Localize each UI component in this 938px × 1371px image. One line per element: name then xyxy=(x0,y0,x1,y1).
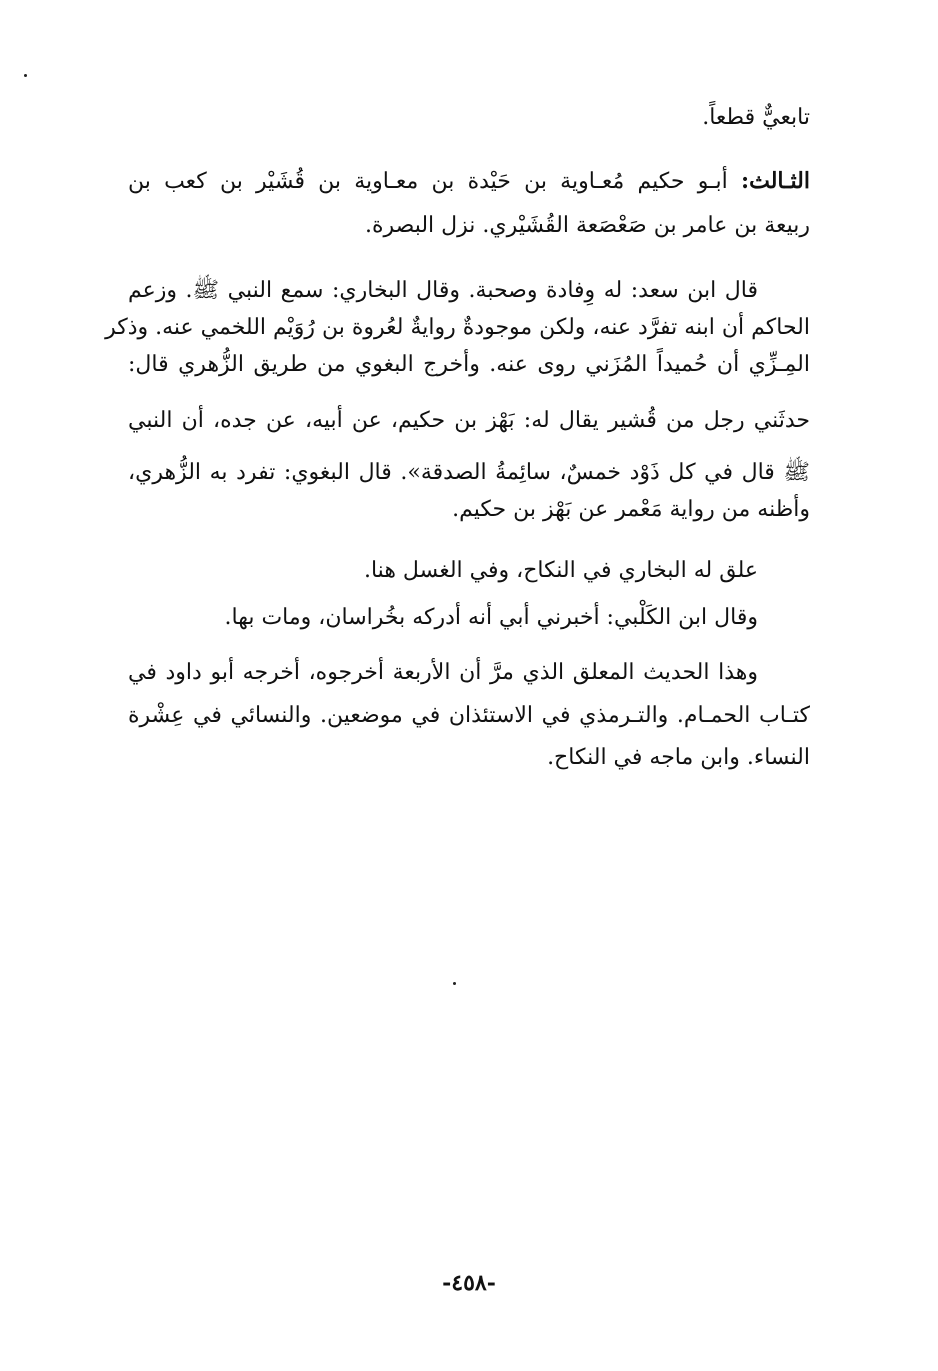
text-line-2 xyxy=(128,163,810,200)
text-line-13: كتـاب الحمـام. والتـرمذي في الاستئذان في موضعين. والنسائي في عِشْرة xyxy=(128,703,810,728)
text-line-4: قال ابن سعد: له وِفادة وصحبة. وقال البخاري: سمع النبي ﷺ. وزعم xyxy=(128,278,758,303)
text-line-8: ﷺ قال في كل ذَوْد خمسٌ، سائِمةُ الصدقة». قال البغوي: تفرد به الزُّهري، xyxy=(128,460,810,485)
text-line-9: وأظنه من رواية مَعْمر عن بَهْز بن حكيم. xyxy=(452,497,810,522)
entry-heading: أبـو حكيم مُعـاوية بن حَيْدة بن معـاوية بن قُشَيْر بن كعب بن xyxy=(128,169,728,194)
entry-label-third: الثـالث: xyxy=(740,168,810,194)
text-line-1: تابعيٌّ قطعاً. xyxy=(702,105,810,130)
text-line-14: النساء. وابن ماجه في النكاح. xyxy=(547,745,810,770)
text-line-3: ربيعة بن عامر بن صَعْصَعة القُشَيْري. نزل البصرة. xyxy=(364,213,810,238)
scan-speck xyxy=(24,74,27,77)
text-line-10: علق له البخاري في النكاح، وفي الغسل هنا. xyxy=(363,558,758,583)
scan-speck xyxy=(453,982,456,985)
page-number: -٤٥٨- xyxy=(442,1270,496,1296)
text-line-11: وقال ابن الكَلْبي: أخبرني أبي أنه أدركه بخُراسان، ومات بها. xyxy=(224,605,758,630)
text-line-5: الحاكم أن ابنه تفرَّد عنه، ولكن موجودةٌ روايةٌ لعُروة بن رُوَيْم اللخمي عنه. وذكر xyxy=(105,315,810,340)
text-line-7: حدثَني رجل من قُشير يقال له: بَهْز بن حكيم، عن أبيه، عن جده، أن النبي xyxy=(128,408,810,433)
text-line-6: المِـزِّي أن حُميداً المُزَني روى عنه. وأخرج البغوي من طريق الزُّهري قال: xyxy=(128,352,810,377)
text-line-12: وهذا الحديث المعلق الذي مرَّ أن الأربعة أخرجوه، أخرجه أبو داود في xyxy=(128,660,758,685)
